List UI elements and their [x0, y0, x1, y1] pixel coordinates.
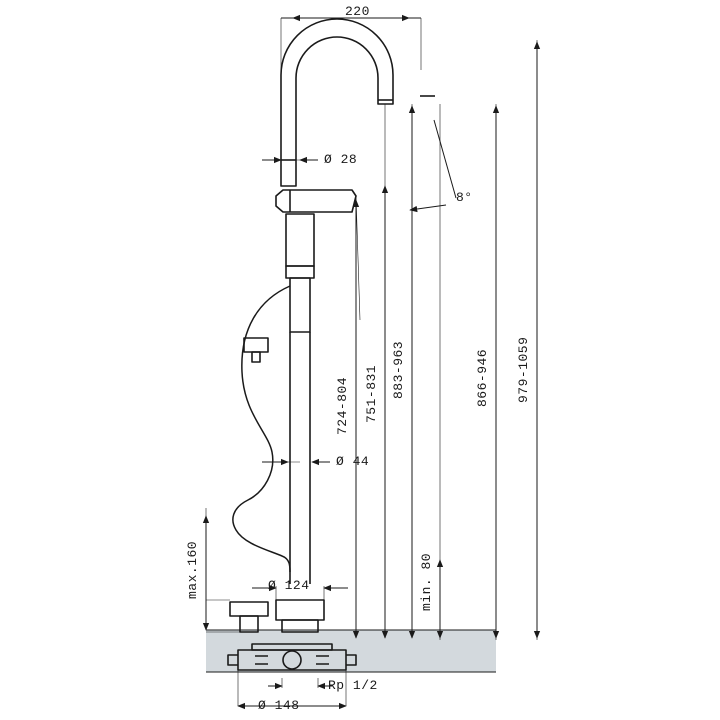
dim-spout-base-height: 883-963 [391, 340, 406, 399]
dim-diverter-height: 751-831 [364, 364, 379, 423]
dim-spout-diameter: Ø 28 [324, 152, 358, 167]
dim-max-floor-depth: max.160 [185, 540, 200, 599]
dim-min-floor-clearance: min. 80 [419, 552, 434, 611]
dim-spout-outlet-height: 866-946 [475, 348, 490, 407]
dim-base-cover-diameter: Ø 124 [268, 578, 310, 593]
dim-handle-angle: 8° [456, 190, 473, 205]
dim-handle-height: 724-804 [335, 376, 350, 435]
dim-overall-height: 979-1059 [516, 336, 531, 403]
dim-base-plate-diameter: Ø 148 [258, 698, 300, 713]
dim-spout-reach: 220 [345, 4, 370, 19]
dim-connection-thread: Rp 1/2 [328, 678, 378, 693]
dim-column-diameter: Ø 44 [336, 454, 370, 469]
